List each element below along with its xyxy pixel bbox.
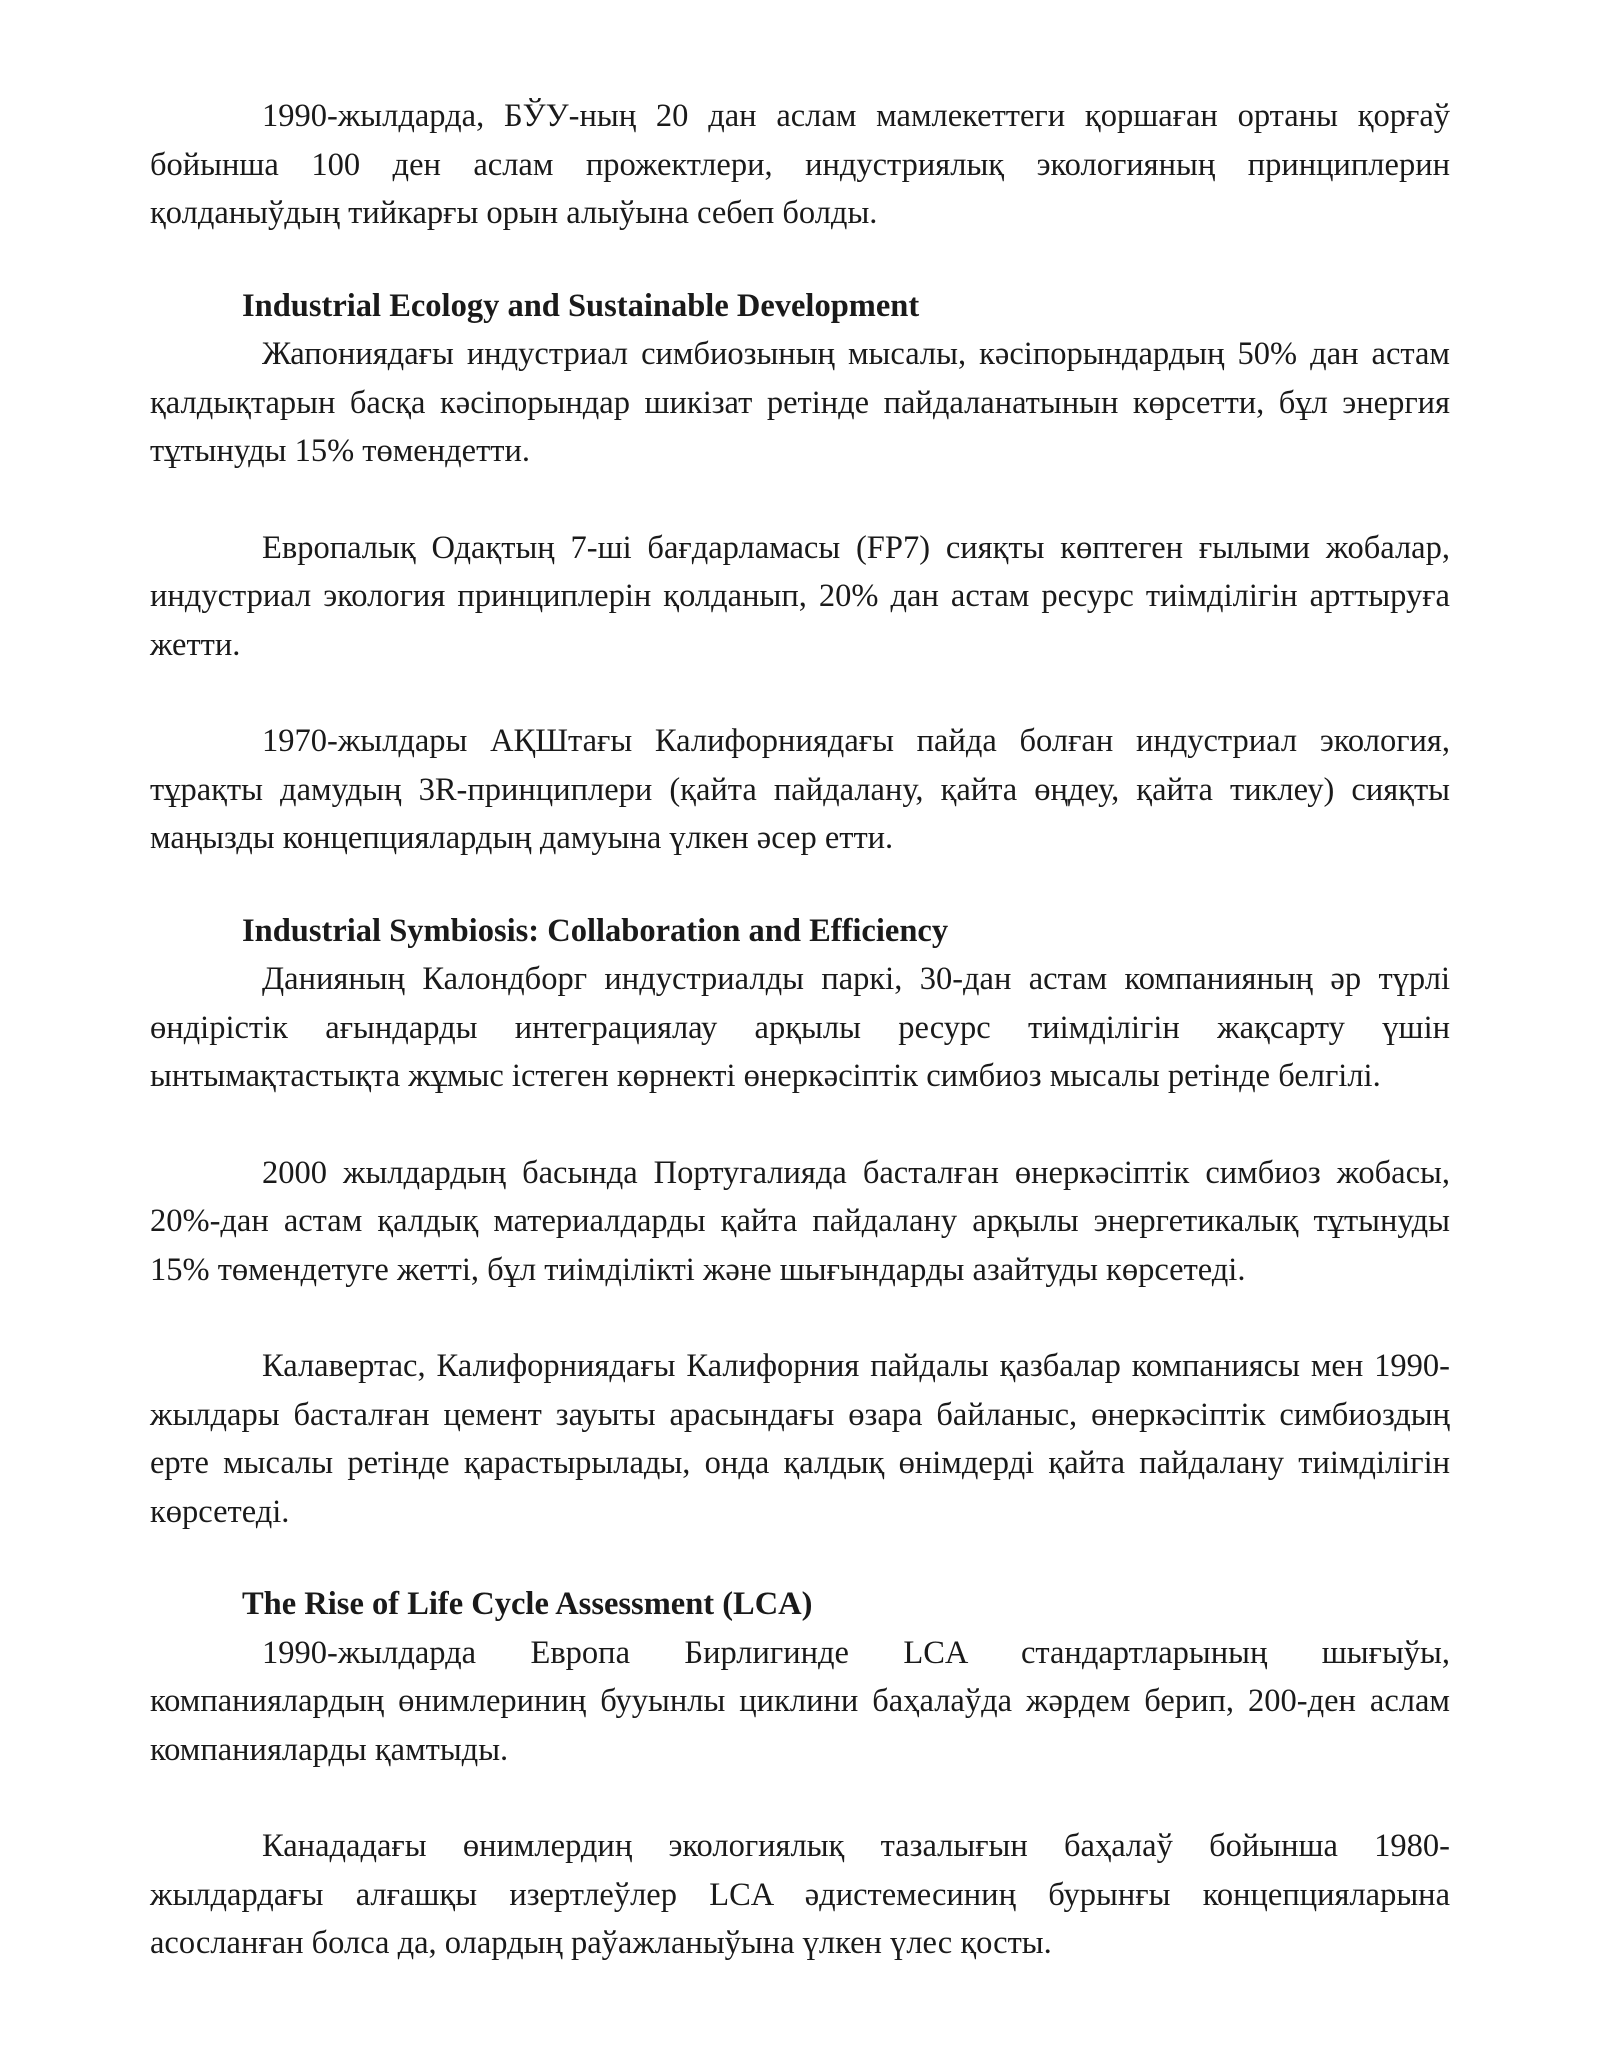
section-heading-industrial-ecology: Industrial Ecology and Sustainable Development xyxy=(242,287,920,324)
paragraph-eu-fp7: Европалық Одақтың 7-ші бағдарламасы (FP7) сияқты көптеген ғылыми жобалар, индустриал экология принциплерін қолданып, 20% дан астам ресурс тиімділігін арттыруға жетти. xyxy=(150,529,1450,663)
section-heading-lca: The Rise of Life Cycle Assessment (LCA) xyxy=(242,1586,813,1622)
paragraph-portugal: 2000 жылдардың басында Португалияда басталған өнеркәсіптік симбиоз жобасы, 20%-дан астам қалдық материалдарды қайта пайдалану арқылы энергетикалық тұтынуды 15% төмендетуге жетті, бұл тиімділікті және шығындарды азайтуды көрсетеді. xyxy=(150,1154,1450,1288)
paragraph-calavertas: Калавертас, Калифорниядағы Калифорния пайдалы қазбалар компаниясы мен 1990-жылдары басталған цемент зауыты арасындағы өзара байланыс, өнеркәсіптік симбиоздың ерте мысалы ретінде қарастырылады, онда қалдық өнімдерді қайта пайдалану тиімділігін көрсетеді. xyxy=(150,1348,1450,1530)
document-body xyxy=(150,92,1450,1968)
paragraph-japan-symbiosis: Жапониядағы индустриал симбиозының мысалы, кәсіпорындардың 50% дан астам қалдықтарын басқа кәсіпорындар шикізат ретінде пайдаланатынын көрсетти, бұл энергия тұтынуды 15% төмендетти. xyxy=(150,336,1450,469)
paragraph-un-projects: 1990-жылдарда, БЎУ-ның 20 дан аслам мамлекеттеги қоршаған ортаны қорғаў бойынша 100 ден аслам прожектлери, индустриялық экологияның принциплерин қолданыўдың тийкарғы орын алыўына себеп болды. xyxy=(150,98,1450,231)
paragraph-kalundborg: Данияның Калондборг индустриалды паркі, 30-дан астам компанияның әр түрлі өндірістік ағындарды интеграциялау арқылы ресурс тиімділігін жақсарту үшін ынтымақтастықта жұмыс істеген көрнекті өнеркәсіптік симбиоз мысалы ретінде белгілі. xyxy=(150,961,1450,1094)
paragraph-usa-california: 1970-жылдары АҚШтағы Калифорниядағы пайда болған индустриал экология, тұрақты дамудың 3R-принциплери (қайта пайдалану, қайта өңдеу, қайта тиклеу) сияқты маңызды концепциялардың дамуына үлкен әсер етти. xyxy=(150,723,1450,856)
paragraph-eu-lca-standards: 1990-жылдарда Европа Бирлигинде LCA стандартларының шығыўы, компаниялардың өнимлериниң бууынлы циклини баҳалаўда жәрдем берип, 200-ден аслам компанияларды қамтыды. xyxy=(150,1634,1450,1768)
section-heading-industrial-symbiosis: Industrial Symbiosis: Collaboration and Efficiency xyxy=(242,912,949,949)
paragraph-canada-lca: Канададағы өнимлердиң экологиялық тазалығын баҳалаў бойынша 1980-жылдардағы алғашқы изертлеўлер LCA әдистемесиниң бурынғы концепцияларына асосланған болса да, олардың раўажланыўына үлкен үлес қосты. xyxy=(150,1828,1450,1961)
